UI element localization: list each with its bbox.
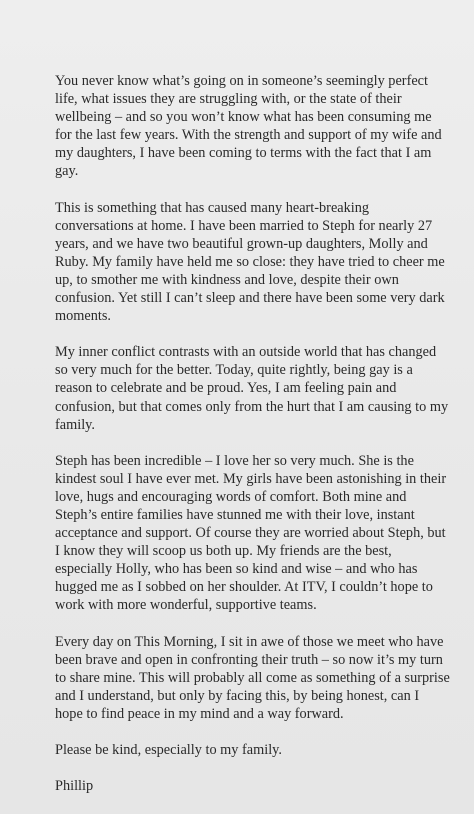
paragraph-2: This is something that has caused many heart-breaking conversations at home. I have been married to Steph for nearly 27 years, and we have two beautiful grown-up daughters, Molly and Ruby. My family have held me so close: they have tried to cheer me up, to smother me with kindness and love, despite their own confusion. Yet still I can’t sleep and there have been some very dark moments. [55, 199, 445, 325]
letter-body [55, 72, 450, 795]
paragraph-4: Steph has been incredible – I love her so very much. She is the kindest soul I have ever met. My girls have been astonishing in their love, hugs and encouraging words of comfort. Both mine and Steph’s entire families have stunned me with their love, instant acceptance and support. Of course they are worried about Steph, but I know they will scoop us both up. My friends are the best, especially Holly, who has been so kind and wise – and who has hugged me as I sobbed on her shoulder. At ITV, I couldn’t hope to work with more wonderful, supportive teams. [55, 452, 447, 614]
signature: Phillip [55, 778, 94, 795]
paragraph-1: You never know what’s going on in someone’s seemingly perfect life, what issues they are struggling with, or the state of their wellbeing – and so you won’t know what has been consuming me for the last few years. With the strength and support of my wife and my daughters, I have been coming to terms with the fact that I am gay. [55, 73, 442, 180]
closing-line: Please be kind, especially to my family. [55, 742, 282, 758]
paragraph-5: Every day on This Morning, I sit in awe of those we meet who have been brave and open in confronting their truth – so now it’s my turn to share mine. This will probably all come as something of a surprise and I understand, but only by facing this, by being honest, can I hope to find peace in my mind and a way forward. [55, 633, 450, 722]
paragraph-3: My inner conflict contrasts with an outside world that has changed so very much for the better. Today, quite rightly, being gay is a reason to celebrate and be proud. Yes, I am feeling pain and confusion, but that comes only from the hurt that I am causing to my family. [55, 344, 449, 433]
